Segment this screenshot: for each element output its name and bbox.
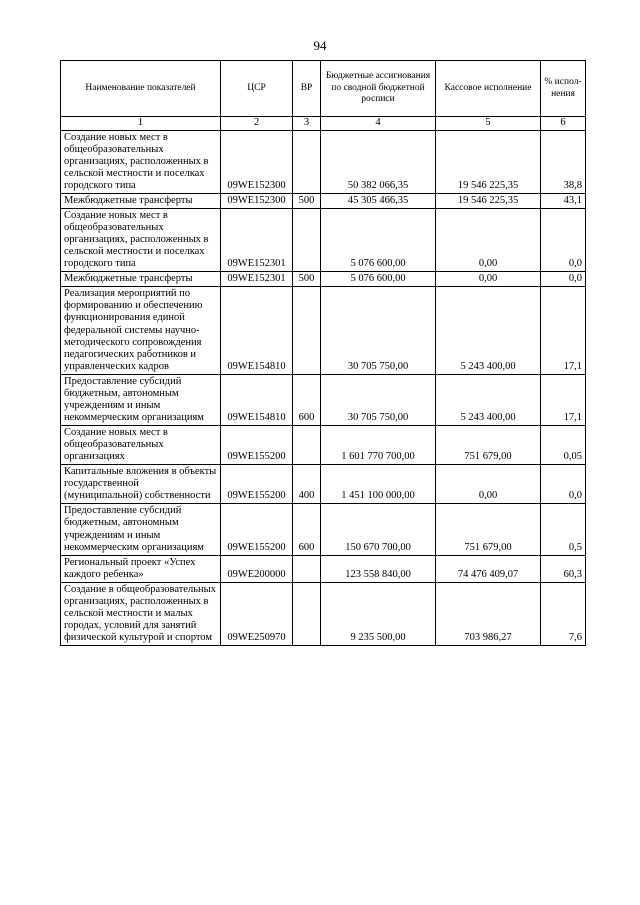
row-name: Капитальные вложения в объекты государственной (муниципальной) собственности [61, 465, 221, 504]
row-amount: 1 601 770 700,00 [321, 426, 436, 465]
header-amount: Бюджетные ассигнования по сводной бюджетной росписи [321, 61, 436, 117]
header-row [61, 61, 586, 117]
row-name: Межбюджетные трансферты [61, 193, 221, 208]
row-exec: 751 679,00 [436, 504, 541, 555]
row-name: Создание новых мест в общеобразовательных организациях [61, 426, 221, 465]
row-amount: 30 705 750,00 [321, 374, 436, 425]
row-exec: 19 546 225,35 [436, 130, 541, 193]
row-vr [293, 582, 321, 645]
row-pct: 43,1 [541, 193, 586, 208]
table-row [61, 208, 586, 271]
header-pct: % испол-нения [541, 61, 586, 117]
row-pct: 0,5 [541, 504, 586, 555]
column-number: 4 [321, 117, 436, 131]
row-exec: 5 243 400,00 [436, 374, 541, 425]
row-exec: 0,00 [436, 272, 541, 287]
row-exec: 74 476 409,07 [436, 555, 541, 582]
row-amount: 123 558 840,00 [321, 555, 436, 582]
row-amount: 30 705 750,00 [321, 287, 436, 374]
row-pct: 0,0 [541, 208, 586, 271]
table-row [61, 426, 586, 465]
row-vr [293, 555, 321, 582]
row-pct: 0,0 [541, 272, 586, 287]
row-vr: 600 [293, 374, 321, 425]
row-exec: 5 243 400,00 [436, 287, 541, 374]
row-amount: 50 382 066,35 [321, 130, 436, 193]
row-code: 09WE152300 [221, 193, 293, 208]
row-name: Региональный проект «Успех каждого ребенка» [61, 555, 221, 582]
header-vr: ВР [293, 61, 321, 117]
row-name: Межбюджетные трансферты [61, 272, 221, 287]
row-amount: 9 235 500,00 [321, 582, 436, 645]
row-name: Реализация мероприятий по формированию и обеспечению функционирования единой федеральной системы научно-методического сопровождения педагогических работников и управленческих кадров [61, 287, 221, 374]
row-name: Создание новых мест в общеобразовательных организациях, расположенных в сельской местности и поселках городского типа [61, 208, 221, 271]
header-exec: Кассовое исполнение [436, 61, 541, 117]
row-code: 09WE155200 [221, 504, 293, 555]
table-row [61, 374, 586, 425]
row-amount: 5 076 600,00 [321, 272, 436, 287]
table-row [61, 465, 586, 504]
table-row [61, 272, 586, 287]
row-exec: 751 679,00 [436, 426, 541, 465]
row-vr: 400 [293, 465, 321, 504]
table-row [61, 582, 586, 645]
table-row [61, 504, 586, 555]
header-name: Наименование показателей [61, 61, 221, 117]
column-number: 1 [61, 117, 221, 131]
row-name: Создание новых мест в общеобразовательных организациях, расположенных в сельской местности и поселках городского типа [61, 130, 221, 193]
row-code: 09WE155200 [221, 426, 293, 465]
row-pct: 17,1 [541, 287, 586, 374]
page-number: 94 [313, 38, 327, 53]
budget-table [60, 60, 586, 646]
column-number: 2 [221, 117, 293, 131]
row-code: 09WE152300 [221, 130, 293, 193]
row-code: 09WE155200 [221, 465, 293, 504]
row-code: 09WE154810 [221, 287, 293, 374]
row-amount: 150 670 700,00 [321, 504, 436, 555]
column-number: 5 [436, 117, 541, 131]
row-amount: 45 305 466,35 [321, 193, 436, 208]
row-exec: 703 986,27 [436, 582, 541, 645]
row-name: Предоставление субсидий бюджетным, автономным учреждениям и иным некоммерческим организациям [61, 374, 221, 425]
row-amount: 1 451 100 000,00 [321, 465, 436, 504]
row-vr: 500 [293, 272, 321, 287]
row-name: Предоставление субсидий бюджетным, автономным учреждениям и иным некоммерческим организациям [61, 504, 221, 555]
row-code: 09WE152301 [221, 208, 293, 271]
row-exec: 19 546 225,35 [436, 193, 541, 208]
row-vr: 500 [293, 193, 321, 208]
row-exec: 0,00 [436, 465, 541, 504]
column-number-row [61, 117, 586, 131]
table-row [61, 287, 586, 374]
row-amount: 5 076 600,00 [321, 208, 436, 271]
row-exec: 0,00 [436, 208, 541, 271]
row-code: 09WE152301 [221, 272, 293, 287]
row-vr [293, 208, 321, 271]
row-pct: 38,8 [541, 130, 586, 193]
row-name: Создание в общеобразовательных организациях, расположенных в сельской местности и малых городах, условий для занятий физической культурой и спортом [61, 582, 221, 645]
table-row [61, 130, 586, 193]
header-code: ЦСР [221, 61, 293, 117]
row-code: 09WE154810 [221, 374, 293, 425]
row-pct: 17,1 [541, 374, 586, 425]
row-pct: 0,05 [541, 426, 586, 465]
row-pct: 7,6 [541, 582, 586, 645]
row-code: 09WE250970 [221, 582, 293, 645]
row-vr [293, 426, 321, 465]
row-pct: 60,3 [541, 555, 586, 582]
row-vr: 600 [293, 504, 321, 555]
row-vr [293, 130, 321, 193]
row-pct: 0,0 [541, 465, 586, 504]
column-number: 3 [293, 117, 321, 131]
table-row [61, 555, 586, 582]
table-row [61, 193, 586, 208]
column-number: 6 [541, 117, 586, 131]
row-code: 09WE200000 [221, 555, 293, 582]
row-vr [293, 287, 321, 374]
